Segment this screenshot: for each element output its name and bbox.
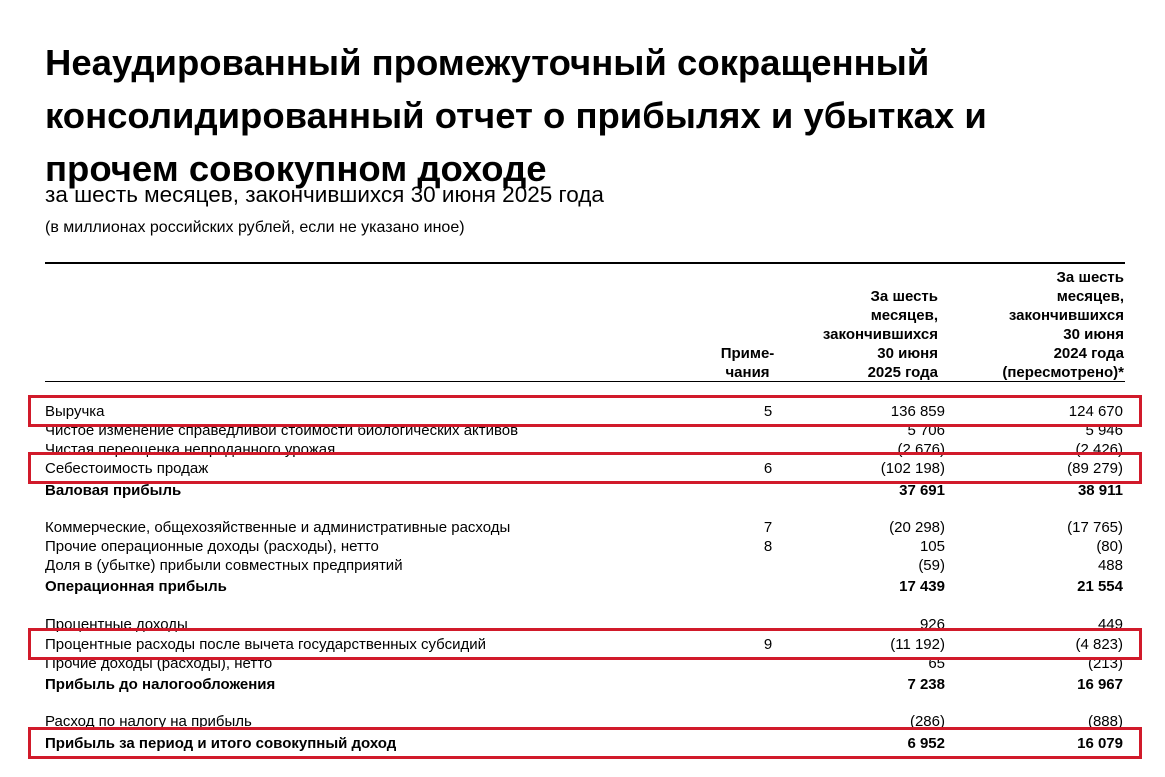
column-header-2024: За шесть месяцев, закончившихся 30 июня 2024 года (пересмотрено)* xyxy=(1002,269,1124,381)
row-label: Операционная прибыль xyxy=(45,578,227,595)
row-value-2024: 21 554 xyxy=(1077,578,1123,595)
table-row xyxy=(45,556,1125,575)
row-value-2024: 16 079 xyxy=(1077,735,1123,752)
row-note: 6 xyxy=(763,460,773,477)
row-value-2025: (286) xyxy=(909,713,945,730)
row-note: 8 xyxy=(763,538,773,555)
row-value-2024: (4 823) xyxy=(1075,636,1123,653)
row-label: Чистое изменение справедливой стоимости биологических активов xyxy=(45,422,519,439)
row-value-2024: (888) xyxy=(1087,713,1123,730)
row-label: Чистая переоценка непроданного урожая xyxy=(45,441,336,458)
row-note: 5 xyxy=(763,403,773,420)
row-value-2024: 5 946 xyxy=(1085,422,1123,439)
highlight-box xyxy=(28,727,1142,759)
row-value-2025: 17 439 xyxy=(899,578,945,595)
row-value-2024: 124 670 xyxy=(1068,403,1123,420)
row-label: Коммерческие, общехозяйственные и административные расходы xyxy=(45,519,511,536)
highlight-box xyxy=(28,395,1142,427)
row-value-2024: 488 xyxy=(1097,557,1123,574)
row-label: Прочие операционные доходы (расходы), нетто xyxy=(45,538,379,555)
row-value-2024: (213) xyxy=(1087,655,1123,672)
row-label: Процентные доходы xyxy=(45,616,188,633)
highlight-box xyxy=(28,452,1142,484)
row-value-2024: (2 426) xyxy=(1075,441,1123,458)
table-row xyxy=(45,537,1125,556)
table-top-rule xyxy=(45,262,1125,264)
row-label: Выручка xyxy=(45,403,105,420)
row-value-2025: 6 952 xyxy=(907,735,945,752)
report-period: за шесть месяцев, закончившихся 30 июня 2025 года xyxy=(45,182,604,207)
row-label: Доля в (убытке) прибыли совместных предприятий xyxy=(45,557,403,574)
row-label: Прибыль за период и итого совокупный доход xyxy=(45,735,397,752)
row-value-2025: 37 691 xyxy=(899,482,945,499)
units-note: (в миллионах российских рублей, если не указано иное) xyxy=(45,219,465,236)
row-value-2025: (2 676) xyxy=(897,441,945,458)
row-value-2024: 38 911 xyxy=(1077,482,1123,499)
row-label: Валовая прибыль xyxy=(45,482,182,499)
row-note: 9 xyxy=(763,636,773,653)
row-value-2025: 5 706 xyxy=(907,422,945,439)
row-label: Расход по налогу на прибыль xyxy=(45,713,252,730)
row-value-2025: 136 859 xyxy=(890,403,945,420)
row-note: 7 xyxy=(763,519,773,536)
row-label: Процентные расходы после вычета государственных субсидий xyxy=(45,636,486,653)
row-label: Прибыль до налогообложения xyxy=(45,676,276,693)
row-value-2024: (89 279) xyxy=(1067,460,1123,477)
row-value-2025: (20 298) xyxy=(889,519,945,536)
row-value-2025: 105 xyxy=(919,538,945,555)
column-header-2025: За шесть месяцев, закончившихся 30 июня 2025 года xyxy=(822,288,938,381)
table-header-rule xyxy=(45,381,1125,382)
row-label: Прочие доходы (расходы), нетто xyxy=(45,655,273,672)
row-value-2024: 449 xyxy=(1097,616,1123,633)
row-value-2025: 7 238 xyxy=(907,676,945,693)
highlight-box xyxy=(28,628,1142,660)
page-title: Неаудированный промежуточный сокращенный консолидированный отчет о прибылях и убытках и прочем совокупном доходе xyxy=(45,42,987,189)
row-value-2025: (11 192) xyxy=(890,636,945,653)
table-row xyxy=(45,577,1125,596)
row-value-2024: (17 765) xyxy=(1067,519,1123,536)
row-value-2025: 65 xyxy=(928,655,945,672)
column-header-notes: Приме- чания xyxy=(720,345,775,381)
row-value-2024: 16 967 xyxy=(1077,676,1123,693)
row-value-2025: (102 198) xyxy=(880,460,945,477)
row-value-2024: (80) xyxy=(1096,538,1123,555)
row-value-2025: 926 xyxy=(919,616,945,633)
table-row xyxy=(45,518,1125,537)
row-label: Себестоимость продаж xyxy=(45,460,209,477)
table-row xyxy=(45,675,1125,694)
row-value-2025: (59) xyxy=(918,557,945,574)
